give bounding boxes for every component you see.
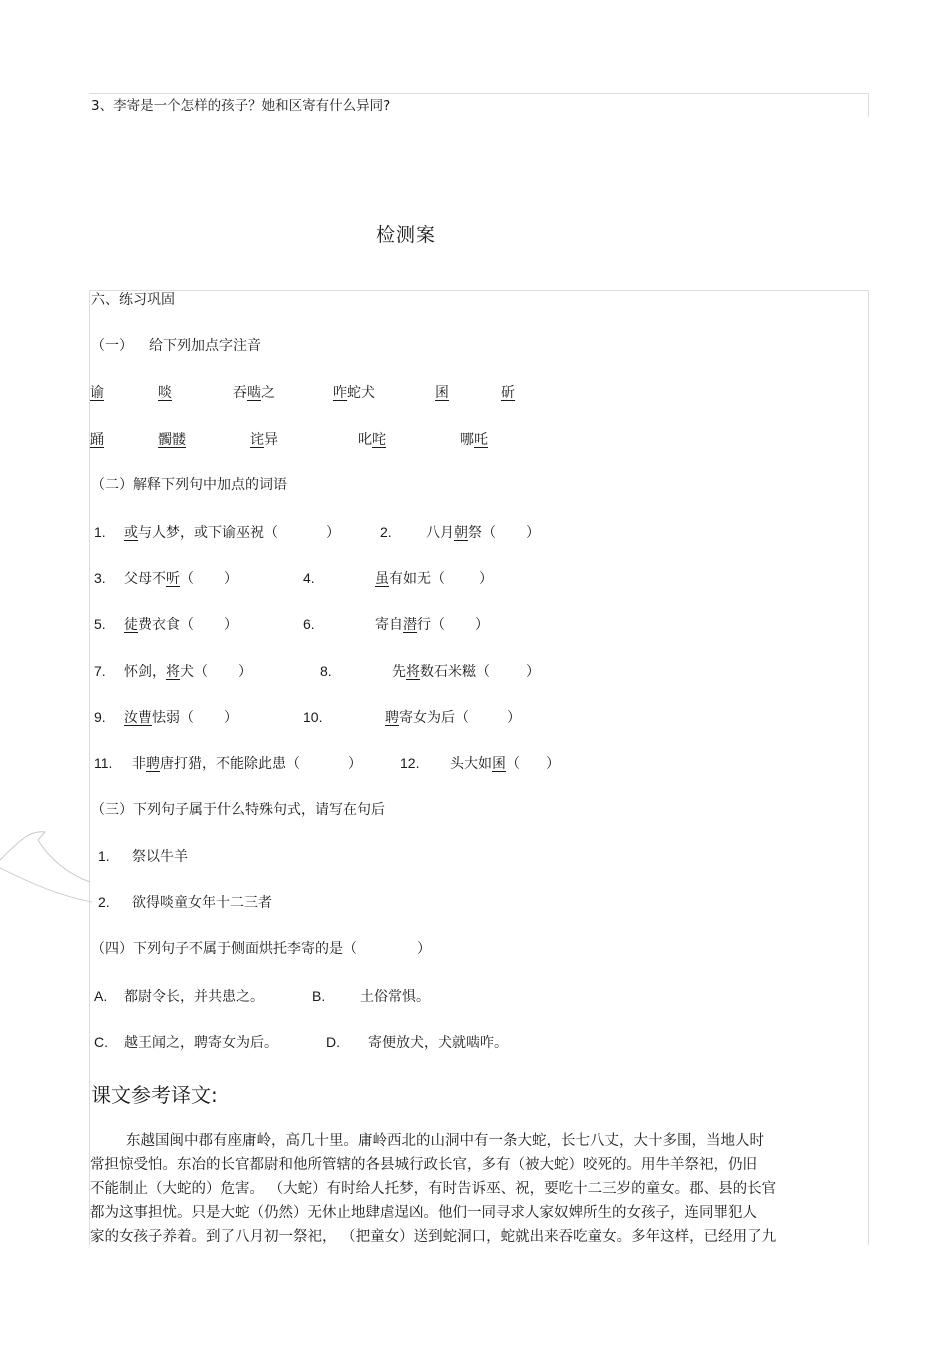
pinyin-item: 斫 [501,385,515,401]
translation-line: 常担惊受怕。东冶的长官都尉和他所管辖的各县城行政长官，多有（被大蛇）咬死的。用牛羊祭祀，仍旧 [90,1157,757,1173]
vocab-item: 8. 先将数石米糍（ ） [320,663,540,680]
vocab-item: 2. 八月朝祭（ ） [380,524,540,541]
translation-heading: 课文参考译文: [91,1083,218,1107]
vocab-item: 4. 虽有如无（ ） [303,570,493,587]
vocab-item: 10. 聘寄女为后（ ） [303,709,521,726]
margin-curve-mark [0,820,95,910]
practice-heading: 六、练习巩固 [91,292,175,308]
pinyin-item: 啖 [158,385,172,401]
translation-line: 都为这事担忧。只是大蛇（仍然）无休止地肆虐逞凶。他们一同寻求人家奴婢所生的女孩子，连同罪犯人 [90,1205,757,1221]
practice-box-right-border [868,290,869,1245]
translation-paragraph [90,1129,825,1249]
part2-heading: （二）解释下列句中加点的词语 [91,477,287,493]
sentence-item: 2. 欲得啖童女年十二三者 [98,894,272,911]
top-question: 3、李寄是一个怎样的孩子？她和区寄有什么异同? [91,98,391,114]
option-a: A. 都尉令长，并共患之。 [94,988,264,1005]
part1-text: 给下列加点字注音 [149,338,261,354]
pinyin-item: 叱咤 [358,432,386,448]
top-box-top-border [89,93,869,94]
vocab-item: 6. 寄自潜行（ ） [303,616,489,633]
pinyin-item: 哪吒 [460,432,488,448]
part1-label: （一） [91,338,133,354]
pinyin-item: 谕 [90,385,104,401]
vocab-item: 9. 汝曹怯弱（ ） [94,709,238,726]
section-title: 检测案 [376,224,437,246]
part4-heading: （四）下列句子不属于侧面烘托李寄的是（ ） [91,941,431,957]
pinyin-item: 踊 [90,432,104,448]
translation-line: 不能制止（大蛇的）危害。 （大蛇）有时给人托梦，有时告诉巫、祝，要吃十二三岁的童女。郡、县的长官 [90,1181,777,1197]
pinyin-item: 诧异 [250,432,278,448]
vocab-item: 11. 非聘唐打猎，不能除此患（ ） [94,755,362,772]
vocab-item: 5. 徒费衣食（ ） [94,616,238,633]
top-box-right-border [868,93,869,117]
practice-box-top-border [89,290,869,291]
option-c: C. 越王闻之，聘寄女为后。 [94,1034,278,1051]
option-d: D. 寄便放犬，犬就啮咋。 [326,1034,508,1051]
sentence-item: 1. 祭以牛羊 [98,848,188,865]
vocab-item: 7. 怀剑，将犬（ ） [94,663,252,680]
vocab-item: 1. 或与人梦，或下谕巫祝（ ） [94,524,340,541]
pinyin-item: 囷 [435,385,449,401]
pinyin-item: 咋蛇犬 [333,385,375,401]
part3-heading: （三）下列句子属于什么特殊句式，请写在句后 [91,802,385,818]
option-b: B. 土俗常惧。 [312,988,430,1005]
pinyin-item: 吞啮之 [233,385,275,401]
vocab-item: 3. 父母不听（ ） [94,570,238,587]
vocab-item: 12. 头大如囷（ ） [400,755,560,772]
translation-line: 家的女孩子养着。到了八月初一祭祀， （把童女）送到蛇洞口，蛇就出来吞吃童女。多年这样，已经用了九 [90,1229,777,1245]
translation-line: 东越国闽中郡有座庸岭，高几十里。庸岭西北的山洞中有一条大蛇，长七八丈，大十多围，当地人时 [126,1133,764,1149]
pinyin-item: 髑髅 [158,432,186,448]
